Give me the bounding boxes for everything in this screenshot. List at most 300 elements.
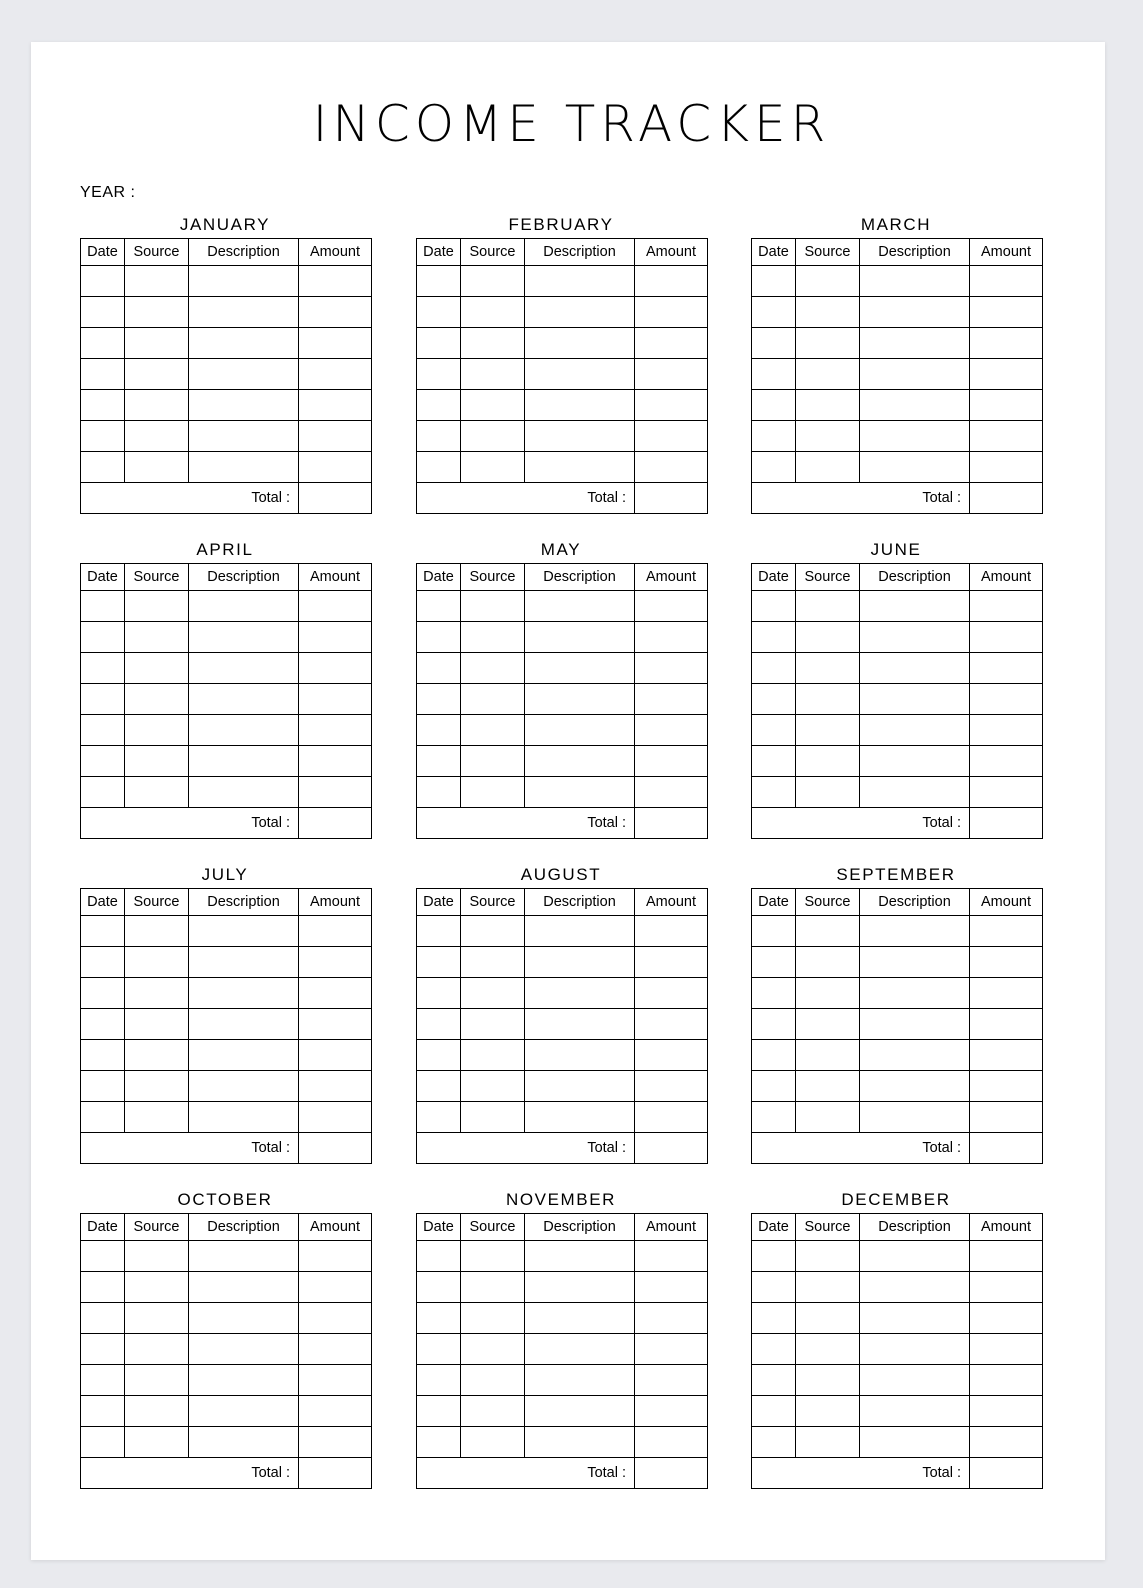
description-cell[interactable] xyxy=(860,1040,970,1071)
source-cell[interactable] xyxy=(461,1241,525,1272)
amount-cell[interactable] xyxy=(970,622,1043,653)
date-cell[interactable] xyxy=(752,1396,796,1427)
description-cell[interactable] xyxy=(525,266,635,297)
amount-cell[interactable] xyxy=(970,421,1043,452)
total-amount-cell[interactable] xyxy=(635,483,708,514)
date-cell[interactable] xyxy=(81,1427,125,1458)
date-cell[interactable] xyxy=(752,1040,796,1071)
description-cell[interactable] xyxy=(525,1071,635,1102)
amount-cell[interactable] xyxy=(970,390,1043,421)
source-cell[interactable] xyxy=(796,359,860,390)
description-cell[interactable] xyxy=(525,328,635,359)
source-cell[interactable] xyxy=(125,328,189,359)
source-cell[interactable] xyxy=(125,591,189,622)
date-cell[interactable] xyxy=(417,653,461,684)
date-cell[interactable] xyxy=(81,978,125,1009)
date-cell[interactable] xyxy=(752,622,796,653)
source-cell[interactable] xyxy=(461,1102,525,1133)
date-cell[interactable] xyxy=(81,746,125,777)
description-cell[interactable] xyxy=(860,1102,970,1133)
description-cell[interactable] xyxy=(860,746,970,777)
description-cell[interactable] xyxy=(189,1365,299,1396)
date-cell[interactable] xyxy=(752,1009,796,1040)
amount-cell[interactable] xyxy=(299,715,372,746)
date-cell[interactable] xyxy=(81,452,125,483)
amount-cell[interactable] xyxy=(299,1071,372,1102)
amount-cell[interactable] xyxy=(635,359,708,390)
source-cell[interactable] xyxy=(125,916,189,947)
amount-cell[interactable] xyxy=(635,452,708,483)
description-cell[interactable] xyxy=(860,777,970,808)
description-cell[interactable] xyxy=(189,1396,299,1427)
amount-cell[interactable] xyxy=(635,328,708,359)
date-cell[interactable] xyxy=(417,1427,461,1458)
date-cell[interactable] xyxy=(417,1071,461,1102)
description-cell[interactable] xyxy=(860,591,970,622)
source-cell[interactable] xyxy=(796,1071,860,1102)
amount-cell[interactable] xyxy=(299,1365,372,1396)
source-cell[interactable] xyxy=(796,328,860,359)
amount-cell[interactable] xyxy=(299,746,372,777)
description-cell[interactable] xyxy=(525,1102,635,1133)
date-cell[interactable] xyxy=(417,622,461,653)
amount-cell[interactable] xyxy=(635,1272,708,1303)
source-cell[interactable] xyxy=(461,1427,525,1458)
date-cell[interactable] xyxy=(417,947,461,978)
source-cell[interactable] xyxy=(461,421,525,452)
amount-cell[interactable] xyxy=(299,328,372,359)
date-cell[interactable] xyxy=(752,591,796,622)
description-cell[interactable] xyxy=(189,715,299,746)
date-cell[interactable] xyxy=(81,1396,125,1427)
source-cell[interactable] xyxy=(461,297,525,328)
source-cell[interactable] xyxy=(125,684,189,715)
date-cell[interactable] xyxy=(752,1272,796,1303)
date-cell[interactable] xyxy=(417,421,461,452)
date-cell[interactable] xyxy=(752,777,796,808)
source-cell[interactable] xyxy=(125,359,189,390)
amount-cell[interactable] xyxy=(635,1040,708,1071)
source-cell[interactable] xyxy=(461,947,525,978)
amount-cell[interactable] xyxy=(635,1334,708,1365)
amount-cell[interactable] xyxy=(299,916,372,947)
amount-cell[interactable] xyxy=(970,1272,1043,1303)
date-cell[interactable] xyxy=(752,916,796,947)
source-cell[interactable] xyxy=(796,297,860,328)
date-cell[interactable] xyxy=(81,1365,125,1396)
source-cell[interactable] xyxy=(125,622,189,653)
source-cell[interactable] xyxy=(796,777,860,808)
source-cell[interactable] xyxy=(796,266,860,297)
amount-cell[interactable] xyxy=(970,947,1043,978)
description-cell[interactable] xyxy=(860,1334,970,1365)
amount-cell[interactable] xyxy=(299,1241,372,1272)
amount-cell[interactable] xyxy=(299,1334,372,1365)
source-cell[interactable] xyxy=(461,1071,525,1102)
source-cell[interactable] xyxy=(125,297,189,328)
amount-cell[interactable] xyxy=(299,947,372,978)
amount-cell[interactable] xyxy=(635,653,708,684)
description-cell[interactable] xyxy=(189,746,299,777)
date-cell[interactable] xyxy=(81,622,125,653)
description-cell[interactable] xyxy=(189,452,299,483)
amount-cell[interactable] xyxy=(970,1102,1043,1133)
source-cell[interactable] xyxy=(125,947,189,978)
source-cell[interactable] xyxy=(796,1365,860,1396)
date-cell[interactable] xyxy=(417,916,461,947)
source-cell[interactable] xyxy=(461,746,525,777)
description-cell[interactable] xyxy=(860,715,970,746)
amount-cell[interactable] xyxy=(970,1303,1043,1334)
source-cell[interactable] xyxy=(461,266,525,297)
source-cell[interactable] xyxy=(125,1427,189,1458)
date-cell[interactable] xyxy=(81,266,125,297)
source-cell[interactable] xyxy=(461,622,525,653)
amount-cell[interactable] xyxy=(970,1334,1043,1365)
amount-cell[interactable] xyxy=(970,653,1043,684)
amount-cell[interactable] xyxy=(635,978,708,1009)
amount-cell[interactable] xyxy=(299,1396,372,1427)
source-cell[interactable] xyxy=(796,978,860,1009)
description-cell[interactable] xyxy=(860,390,970,421)
source-cell[interactable] xyxy=(125,390,189,421)
amount-cell[interactable] xyxy=(299,1040,372,1071)
source-cell[interactable] xyxy=(125,1071,189,1102)
date-cell[interactable] xyxy=(417,978,461,1009)
date-cell[interactable] xyxy=(752,452,796,483)
description-cell[interactable] xyxy=(860,1365,970,1396)
description-cell[interactable] xyxy=(525,452,635,483)
description-cell[interactable] xyxy=(189,1040,299,1071)
description-cell[interactable] xyxy=(525,1396,635,1427)
source-cell[interactable] xyxy=(796,1009,860,1040)
amount-cell[interactable] xyxy=(970,452,1043,483)
source-cell[interactable] xyxy=(461,684,525,715)
source-cell[interactable] xyxy=(125,715,189,746)
amount-cell[interactable] xyxy=(970,591,1043,622)
source-cell[interactable] xyxy=(796,1241,860,1272)
source-cell[interactable] xyxy=(461,653,525,684)
description-cell[interactable] xyxy=(525,359,635,390)
source-cell[interactable] xyxy=(125,1009,189,1040)
amount-cell[interactable] xyxy=(299,591,372,622)
description-cell[interactable] xyxy=(525,1427,635,1458)
source-cell[interactable] xyxy=(796,746,860,777)
date-cell[interactable] xyxy=(752,1102,796,1133)
amount-cell[interactable] xyxy=(635,746,708,777)
source-cell[interactable] xyxy=(125,266,189,297)
total-amount-cell[interactable] xyxy=(299,1458,372,1489)
total-amount-cell[interactable] xyxy=(299,483,372,514)
source-cell[interactable] xyxy=(125,1241,189,1272)
amount-cell[interactable] xyxy=(970,1009,1043,1040)
source-cell[interactable] xyxy=(125,421,189,452)
description-cell[interactable] xyxy=(525,653,635,684)
amount-cell[interactable] xyxy=(299,622,372,653)
source-cell[interactable] xyxy=(796,421,860,452)
date-cell[interactable] xyxy=(81,1272,125,1303)
source-cell[interactable] xyxy=(461,1334,525,1365)
source-cell[interactable] xyxy=(461,1303,525,1334)
date-cell[interactable] xyxy=(752,1334,796,1365)
source-cell[interactable] xyxy=(125,653,189,684)
description-cell[interactable] xyxy=(525,1303,635,1334)
amount-cell[interactable] xyxy=(635,1102,708,1133)
amount-cell[interactable] xyxy=(299,1303,372,1334)
description-cell[interactable] xyxy=(189,777,299,808)
total-amount-cell[interactable] xyxy=(635,1133,708,1164)
date-cell[interactable] xyxy=(81,1303,125,1334)
source-cell[interactable] xyxy=(461,1009,525,1040)
description-cell[interactable] xyxy=(189,1102,299,1133)
amount-cell[interactable] xyxy=(299,297,372,328)
description-cell[interactable] xyxy=(189,1241,299,1272)
description-cell[interactable] xyxy=(525,390,635,421)
source-cell[interactable] xyxy=(796,1272,860,1303)
date-cell[interactable] xyxy=(417,1365,461,1396)
source-cell[interactable] xyxy=(125,1102,189,1133)
amount-cell[interactable] xyxy=(299,1009,372,1040)
amount-cell[interactable] xyxy=(970,328,1043,359)
amount-cell[interactable] xyxy=(635,297,708,328)
amount-cell[interactable] xyxy=(635,777,708,808)
amount-cell[interactable] xyxy=(299,1427,372,1458)
date-cell[interactable] xyxy=(417,746,461,777)
date-cell[interactable] xyxy=(417,715,461,746)
source-cell[interactable] xyxy=(796,622,860,653)
amount-cell[interactable] xyxy=(970,777,1043,808)
amount-cell[interactable] xyxy=(635,1009,708,1040)
amount-cell[interactable] xyxy=(970,1071,1043,1102)
amount-cell[interactable] xyxy=(635,684,708,715)
description-cell[interactable] xyxy=(189,328,299,359)
total-amount-cell[interactable] xyxy=(970,1133,1043,1164)
date-cell[interactable] xyxy=(752,1427,796,1458)
date-cell[interactable] xyxy=(752,978,796,1009)
date-cell[interactable] xyxy=(417,591,461,622)
amount-cell[interactable] xyxy=(970,1241,1043,1272)
date-cell[interactable] xyxy=(81,421,125,452)
amount-cell[interactable] xyxy=(299,777,372,808)
date-cell[interactable] xyxy=(752,328,796,359)
amount-cell[interactable] xyxy=(635,1365,708,1396)
description-cell[interactable] xyxy=(860,1009,970,1040)
total-amount-cell[interactable] xyxy=(970,483,1043,514)
date-cell[interactable] xyxy=(81,947,125,978)
description-cell[interactable] xyxy=(860,653,970,684)
description-cell[interactable] xyxy=(189,1009,299,1040)
source-cell[interactable] xyxy=(796,653,860,684)
date-cell[interactable] xyxy=(417,1396,461,1427)
amount-cell[interactable] xyxy=(970,1040,1043,1071)
date-cell[interactable] xyxy=(417,359,461,390)
description-cell[interactable] xyxy=(189,1071,299,1102)
date-cell[interactable] xyxy=(752,390,796,421)
description-cell[interactable] xyxy=(189,1303,299,1334)
amount-cell[interactable] xyxy=(635,622,708,653)
description-cell[interactable] xyxy=(189,684,299,715)
date-cell[interactable] xyxy=(752,684,796,715)
date-cell[interactable] xyxy=(81,916,125,947)
description-cell[interactable] xyxy=(860,452,970,483)
source-cell[interactable] xyxy=(125,1303,189,1334)
date-cell[interactable] xyxy=(417,1009,461,1040)
date-cell[interactable] xyxy=(752,653,796,684)
source-cell[interactable] xyxy=(796,1102,860,1133)
date-cell[interactable] xyxy=(752,421,796,452)
date-cell[interactable] xyxy=(417,1102,461,1133)
date-cell[interactable] xyxy=(417,1334,461,1365)
date-cell[interactable] xyxy=(417,1272,461,1303)
amount-cell[interactable] xyxy=(970,746,1043,777)
amount-cell[interactable] xyxy=(970,684,1043,715)
description-cell[interactable] xyxy=(525,421,635,452)
date-cell[interactable] xyxy=(81,1071,125,1102)
amount-cell[interactable] xyxy=(635,715,708,746)
description-cell[interactable] xyxy=(860,328,970,359)
amount-cell[interactable] xyxy=(635,1241,708,1272)
source-cell[interactable] xyxy=(796,684,860,715)
date-cell[interactable] xyxy=(81,359,125,390)
description-cell[interactable] xyxy=(189,266,299,297)
description-cell[interactable] xyxy=(860,916,970,947)
source-cell[interactable] xyxy=(461,1040,525,1071)
date-cell[interactable] xyxy=(752,746,796,777)
amount-cell[interactable] xyxy=(970,266,1043,297)
date-cell[interactable] xyxy=(417,328,461,359)
total-amount-cell[interactable] xyxy=(299,808,372,839)
source-cell[interactable] xyxy=(461,1272,525,1303)
amount-cell[interactable] xyxy=(299,421,372,452)
source-cell[interactable] xyxy=(796,591,860,622)
source-cell[interactable] xyxy=(125,1334,189,1365)
date-cell[interactable] xyxy=(417,1303,461,1334)
description-cell[interactable] xyxy=(860,359,970,390)
amount-cell[interactable] xyxy=(635,266,708,297)
date-cell[interactable] xyxy=(752,947,796,978)
description-cell[interactable] xyxy=(525,622,635,653)
total-amount-cell[interactable] xyxy=(970,1458,1043,1489)
description-cell[interactable] xyxy=(860,297,970,328)
date-cell[interactable] xyxy=(81,1009,125,1040)
date-cell[interactable] xyxy=(417,777,461,808)
description-cell[interactable] xyxy=(189,1272,299,1303)
date-cell[interactable] xyxy=(417,297,461,328)
source-cell[interactable] xyxy=(461,359,525,390)
amount-cell[interactable] xyxy=(299,452,372,483)
date-cell[interactable] xyxy=(417,452,461,483)
description-cell[interactable] xyxy=(860,266,970,297)
description-cell[interactable] xyxy=(860,421,970,452)
description-cell[interactable] xyxy=(525,978,635,1009)
description-cell[interactable] xyxy=(189,390,299,421)
description-cell[interactable] xyxy=(525,297,635,328)
amount-cell[interactable] xyxy=(635,591,708,622)
source-cell[interactable] xyxy=(796,452,860,483)
date-cell[interactable] xyxy=(752,1071,796,1102)
description-cell[interactable] xyxy=(860,947,970,978)
description-cell[interactable] xyxy=(860,1396,970,1427)
amount-cell[interactable] xyxy=(299,359,372,390)
description-cell[interactable] xyxy=(189,359,299,390)
date-cell[interactable] xyxy=(81,777,125,808)
description-cell[interactable] xyxy=(189,978,299,1009)
source-cell[interactable] xyxy=(461,452,525,483)
amount-cell[interactable] xyxy=(970,1365,1043,1396)
date-cell[interactable] xyxy=(417,266,461,297)
date-cell[interactable] xyxy=(752,1365,796,1396)
amount-cell[interactable] xyxy=(635,421,708,452)
source-cell[interactable] xyxy=(461,1396,525,1427)
description-cell[interactable] xyxy=(189,421,299,452)
source-cell[interactable] xyxy=(796,1396,860,1427)
amount-cell[interactable] xyxy=(970,1396,1043,1427)
description-cell[interactable] xyxy=(189,653,299,684)
source-cell[interactable] xyxy=(461,390,525,421)
description-cell[interactable] xyxy=(860,684,970,715)
source-cell[interactable] xyxy=(461,591,525,622)
total-amount-cell[interactable] xyxy=(299,1133,372,1164)
source-cell[interactable] xyxy=(796,1334,860,1365)
source-cell[interactable] xyxy=(796,916,860,947)
source-cell[interactable] xyxy=(796,1040,860,1071)
description-cell[interactable] xyxy=(525,916,635,947)
source-cell[interactable] xyxy=(461,328,525,359)
description-cell[interactable] xyxy=(189,916,299,947)
description-cell[interactable] xyxy=(525,684,635,715)
description-cell[interactable] xyxy=(525,777,635,808)
source-cell[interactable] xyxy=(796,1303,860,1334)
description-cell[interactable] xyxy=(525,1334,635,1365)
amount-cell[interactable] xyxy=(635,1427,708,1458)
amount-cell[interactable] xyxy=(970,359,1043,390)
amount-cell[interactable] xyxy=(970,1427,1043,1458)
amount-cell[interactable] xyxy=(635,916,708,947)
source-cell[interactable] xyxy=(796,715,860,746)
description-cell[interactable] xyxy=(189,622,299,653)
date-cell[interactable] xyxy=(752,266,796,297)
description-cell[interactable] xyxy=(860,978,970,1009)
description-cell[interactable] xyxy=(525,1009,635,1040)
amount-cell[interactable] xyxy=(635,1396,708,1427)
date-cell[interactable] xyxy=(417,1241,461,1272)
description-cell[interactable] xyxy=(860,1303,970,1334)
date-cell[interactable] xyxy=(81,1334,125,1365)
amount-cell[interactable] xyxy=(299,1102,372,1133)
date-cell[interactable] xyxy=(752,297,796,328)
total-amount-cell[interactable] xyxy=(635,808,708,839)
source-cell[interactable] xyxy=(461,777,525,808)
description-cell[interactable] xyxy=(189,297,299,328)
date-cell[interactable] xyxy=(752,359,796,390)
date-cell[interactable] xyxy=(81,1102,125,1133)
date-cell[interactable] xyxy=(81,684,125,715)
description-cell[interactable] xyxy=(860,622,970,653)
description-cell[interactable] xyxy=(189,947,299,978)
amount-cell[interactable] xyxy=(299,684,372,715)
date-cell[interactable] xyxy=(81,653,125,684)
date-cell[interactable] xyxy=(417,1040,461,1071)
source-cell[interactable] xyxy=(125,1040,189,1071)
source-cell[interactable] xyxy=(125,452,189,483)
date-cell[interactable] xyxy=(81,1040,125,1071)
description-cell[interactable] xyxy=(525,1241,635,1272)
total-amount-cell[interactable] xyxy=(635,1458,708,1489)
date-cell[interactable] xyxy=(752,1303,796,1334)
date-cell[interactable] xyxy=(417,390,461,421)
amount-cell[interactable] xyxy=(635,947,708,978)
source-cell[interactable] xyxy=(796,390,860,421)
